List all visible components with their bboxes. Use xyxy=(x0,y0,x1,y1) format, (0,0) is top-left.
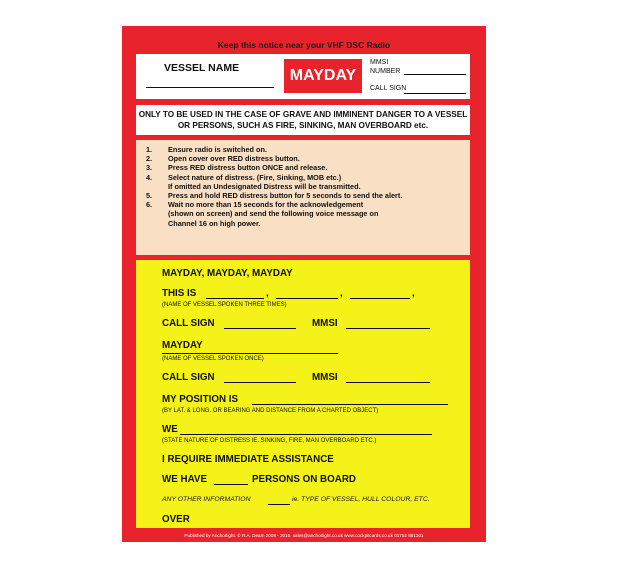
step-number: 6. xyxy=(146,200,153,210)
mmsi-label xyxy=(370,58,400,76)
step-number: 3. xyxy=(146,163,153,173)
position-hint: (BY LAT. & LONG. OR BEARING AND DISTANCE FROM A CHARTED OBJECT) xyxy=(162,408,379,414)
step-text: Wait no more than 15 seconds for the acknowledgement (shown on screen) and send the following voice message on Channel 16 on high power. xyxy=(168,200,379,228)
distress-nature-blank xyxy=(180,434,432,435)
comma-1: , xyxy=(266,288,269,299)
call-sign-label: CALL SIGN xyxy=(370,85,407,92)
other-info-label: ANY OTHER INFORMATION xyxy=(162,496,251,503)
we-label: WE xyxy=(162,424,178,435)
this-is-label: THIS IS xyxy=(162,288,197,299)
assistance-request: I REQUIRE IMMEDIATE ASSISTANCE xyxy=(162,454,334,465)
vessel-name-line xyxy=(146,87,274,88)
call-sign-blank-2 xyxy=(224,382,296,383)
voice-message-panel xyxy=(136,260,470,528)
mayday-triple: MAYDAY, MAYDAY, MAYDAY xyxy=(162,268,293,279)
mmsi-blank-1 xyxy=(346,328,430,329)
step-text: Press and hold RED distress button for 5 seconds to send the alert. xyxy=(168,191,403,201)
step-item xyxy=(146,200,462,228)
step-item xyxy=(146,191,462,200)
vessel-name-blank-2 xyxy=(276,298,338,299)
step-number: 1. xyxy=(146,145,153,154)
persons-count-blank xyxy=(214,484,248,485)
position-blank xyxy=(252,404,448,405)
vessel-once-blank xyxy=(162,353,338,354)
mmsi-label-1: MMSI xyxy=(370,59,389,66)
vessel-info-header xyxy=(136,54,470,99)
we-have-label: WE HAVE xyxy=(162,474,207,485)
steps-list xyxy=(136,140,470,255)
comma-3: , xyxy=(412,288,415,299)
we-hint: (STATE NATURE OF DISTRESS IE. SINKING, FIRE, MAN OVERBOARD ETC.) xyxy=(162,438,377,444)
mmsi-label-2: MMSI xyxy=(312,372,338,383)
step-text: Press RED distress button ONCE and release. xyxy=(168,163,328,173)
step-text: Open cover over RED distress button. xyxy=(168,154,300,164)
step-text: Select nature of distress. (Fire, Sinking, MOB etc.) If omitted an Undesignated Distress will be transmitted. xyxy=(168,172,361,191)
top-notice: Keep this notice near your VHF DSC Radio xyxy=(217,40,391,50)
mayday-badge: MAYDAY xyxy=(282,57,364,95)
vessel-name-label: VESSEL NAME xyxy=(164,62,240,74)
mayday-label: MAYDAY xyxy=(162,340,203,351)
step-item xyxy=(146,173,462,191)
persons-on-board-label: PERSONS ON BOARD xyxy=(252,474,356,485)
step-number: 5. xyxy=(146,191,153,201)
call-sign-line xyxy=(404,93,466,94)
vessel-name-blank-1 xyxy=(206,298,264,299)
step-item xyxy=(146,154,462,163)
other-info-hint: ie. TYPE OF VESSEL, HULL COLOUR, ETC. xyxy=(292,496,430,503)
step-text: Ensure radio is switched on. xyxy=(168,145,267,154)
other-info-blank xyxy=(268,504,290,505)
step-number: 2. xyxy=(146,154,153,164)
mmsi-label-2: NUMBER xyxy=(370,68,401,75)
mmsi-label-1: MMSI xyxy=(312,318,338,329)
position-label: MY POSITION IS xyxy=(162,394,239,405)
mmsi-line xyxy=(404,74,466,75)
call-sign-blank-1 xyxy=(224,328,296,329)
step-item xyxy=(146,145,462,154)
step-item xyxy=(146,163,462,172)
mayday-hint: (NAME OF VESSEL SPOKEN ONCE) xyxy=(162,356,264,362)
mmsi-blank-2 xyxy=(346,382,430,383)
publisher-footer: Published by Anchorlight. © R.A. Deam 2008 - 2015. sales@anchorlight.co.uk www.cockpitcards.co.uk 01752 881301 xyxy=(184,533,424,538)
usage-notice: ONLY TO BE USED IN THE CASE OF GRAVE AND IMMINENT DANGER TO A VESSEL OR PERSONS, SUCH AS FIRE, SINKING, MAN OVERBOARD etc. xyxy=(136,105,470,135)
vessel-name-blank-3 xyxy=(350,298,410,299)
comma-2: , xyxy=(340,288,343,299)
step-number: 4. xyxy=(146,172,153,182)
call-sign-label-2: CALL SIGN xyxy=(162,372,215,383)
over-label: OVER xyxy=(162,514,190,525)
mayday-procedure-card xyxy=(122,26,486,542)
this-is-hint: (NAME OF VESSEL SPOKEN THREE TIMES) xyxy=(162,302,287,308)
call-sign-label-1: CALL SIGN xyxy=(162,318,215,329)
